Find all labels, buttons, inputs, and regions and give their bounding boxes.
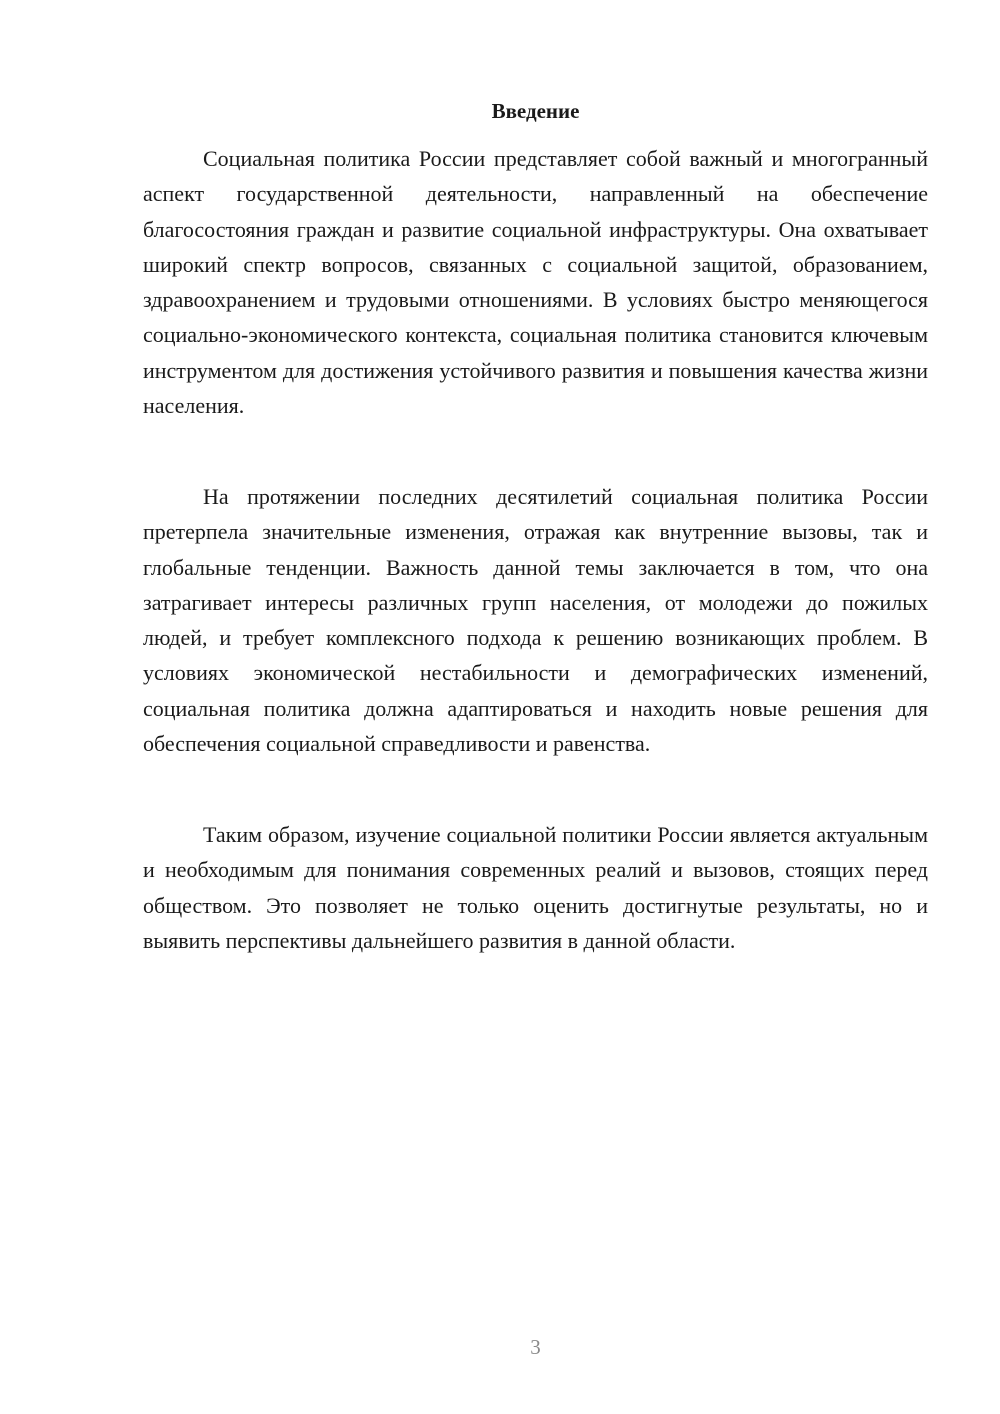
- paragraph-2: На протяжении последних десятилетий социальная политика России претерпела значительные изменения, отражая как внутренние вызовы, так и глобальные тенденции. Важность данной темы заключается в том, что она затрагивает интересы различных групп населения, от молодежи до пожилых людей, и требует комплексного подхода к решению возникающих проблем. В условиях экономической нестабильности и демографических изменений, социальная политика должна адаптироваться и находить новые решения для обеспечения социальной справедливости и равенства.: [143, 484, 928, 757]
- section-heading: Введение: [491, 99, 580, 123]
- paragraph-1: Социальная политика России представляет собой важный и многогранный аспект государственной деятельности, направленный на обеспечение благосостояния граждан и развитие социальной инфраструктуры. Она охватывает широкий спектр вопросов, связанных с социальной защитой, образованием, здравоохранением и трудовыми отношениями. В условиях быстро меняющегося социально-экономического контекста, социальная политика становится ключевым инструментом для достижения устойчивого развития и повышения качества жизни населения.: [143, 146, 928, 419]
- paragraph-3: Таким образом, изучение социальной политики России является актуальным и необходимым для понимания современных реалий и вызовов, стоящих перед обществом. Это позволяет не только оценить достигнутые результаты, но и выявить перспективы дальнейшего развития в данной области.: [143, 822, 928, 953]
- page-number: 3: [530, 1335, 541, 1359]
